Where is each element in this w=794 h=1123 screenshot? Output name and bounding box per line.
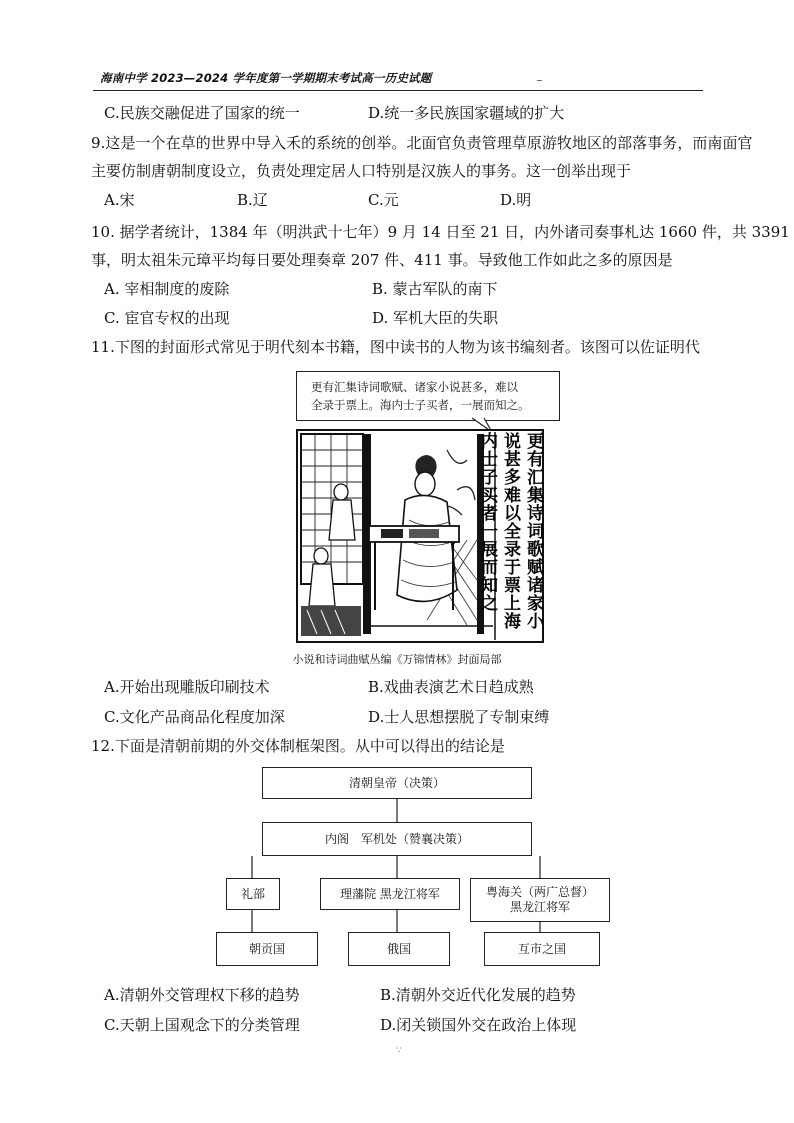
- chart-box-tributary: 朝贡国: [216, 932, 318, 966]
- q9-option-b: B.辽: [237, 191, 268, 209]
- chart-box-lifanyuan: 理藩院 黑龙江将军: [320, 878, 460, 910]
- yuehaiguan-line1: 粤海关（两广总督）: [485, 885, 594, 899]
- q9-option-a: A.宋: [104, 191, 135, 209]
- q12-option-a: A.清朝外交管理权下移的趋势: [104, 986, 300, 1004]
- scan-mark: ∵: [396, 1046, 402, 1056]
- q9-stem-line2: 主要仿制唐朝制度设立，负责处理定居人口特别是汉族人的事务。这一创举出现于: [91, 162, 632, 180]
- header-mark: ~: [536, 76, 543, 85]
- q11-option-b: B.戏曲表演艺术日趋成熟: [368, 678, 534, 696]
- q10-option-b: B. 蒙古军队的南下: [372, 280, 498, 298]
- q9-option-c: C.元: [368, 191, 399, 209]
- exam-header: 海南中学 2023—2024 学年度第一学期期末考试高一历史试题: [100, 71, 432, 85]
- q12-option-b: B.清朝外交近代化发展的趋势: [380, 986, 576, 1004]
- q11-option-d: D.士人思想摆脱了专制束缚: [368, 708, 550, 726]
- q10-option-d: D. 军机大臣的失职: [372, 309, 499, 327]
- chart-box-emperor: 清朝皇帝（决策）: [262, 767, 532, 799]
- q11-option-a: A.开始出现雕版印刷技术: [104, 678, 270, 696]
- q10-stem-line1: 10. 据学者统计，1384 年（明洪武十七年）9 月 14 日至 21 日，内外诸司奏事札达 1660 件，共 3391: [91, 223, 790, 241]
- q11-option-c: C.文化产品商品化程度加深: [104, 708, 285, 726]
- yuehaiguan-line2: 黑龙江将军: [509, 900, 570, 914]
- chart-box-cabinet: 内阁 军机处（赞襄决策）: [262, 822, 532, 856]
- q10-option-c: C. 宦官专权的出现: [104, 309, 230, 327]
- q8-option-d: D.统一多民族国家疆域的扩大: [368, 104, 565, 122]
- q12-option-d: D.闭关锁国外交在政治上体现: [380, 1016, 577, 1034]
- q12-stem: 12.下面是清朝前期的外交体制框架图。从中可以得出的结论是: [91, 737, 505, 755]
- chart-box-libu: 礼部: [226, 878, 280, 910]
- figure-caption: 小说和诗词曲赋丛编《万锦情林》封面局部: [292, 653, 502, 666]
- q9-stem-line1: 9.这是一个在草的世界中导入禾的系统的创举。北面官负责管理草原游牧地区的部落事务，而南面官: [91, 134, 753, 152]
- chart-box-russia: 俄国: [348, 932, 450, 966]
- q8-option-c: C.民族交融促进了国家的统一: [104, 104, 300, 122]
- q12-option-c: C.天朝上国观念下的分类管理: [104, 1016, 300, 1034]
- q9-option-d: D.明: [500, 191, 532, 209]
- vertical-cover-text: 更有汇集诗词歌赋诸家小说甚多难以全录于票上海内士子买者一展而知之: [477, 432, 543, 630]
- q10-stem-line2: 事，明太祖朱元璋平均每日要处理奏章 207 件、411 事。导致他工作如此之多的原因是: [91, 251, 673, 269]
- speech-line-2: 全录于票上。海内士子买者，一展而知之。: [311, 398, 530, 412]
- chart-box-trade-nations: 互市之国: [484, 932, 600, 966]
- speech-line-1: 更有汇集诗词歌赋、诸家小说甚多，难以: [311, 380, 518, 394]
- chart-box-yuehaiguan: [470, 878, 610, 922]
- q11-stem: 11.下图的封面形式常见于明代刻本书籍，图中读书的人物为该书编刻者。该图可以佐证明代: [91, 338, 700, 356]
- q10-option-a: A. 宰相制度的废除: [104, 280, 230, 298]
